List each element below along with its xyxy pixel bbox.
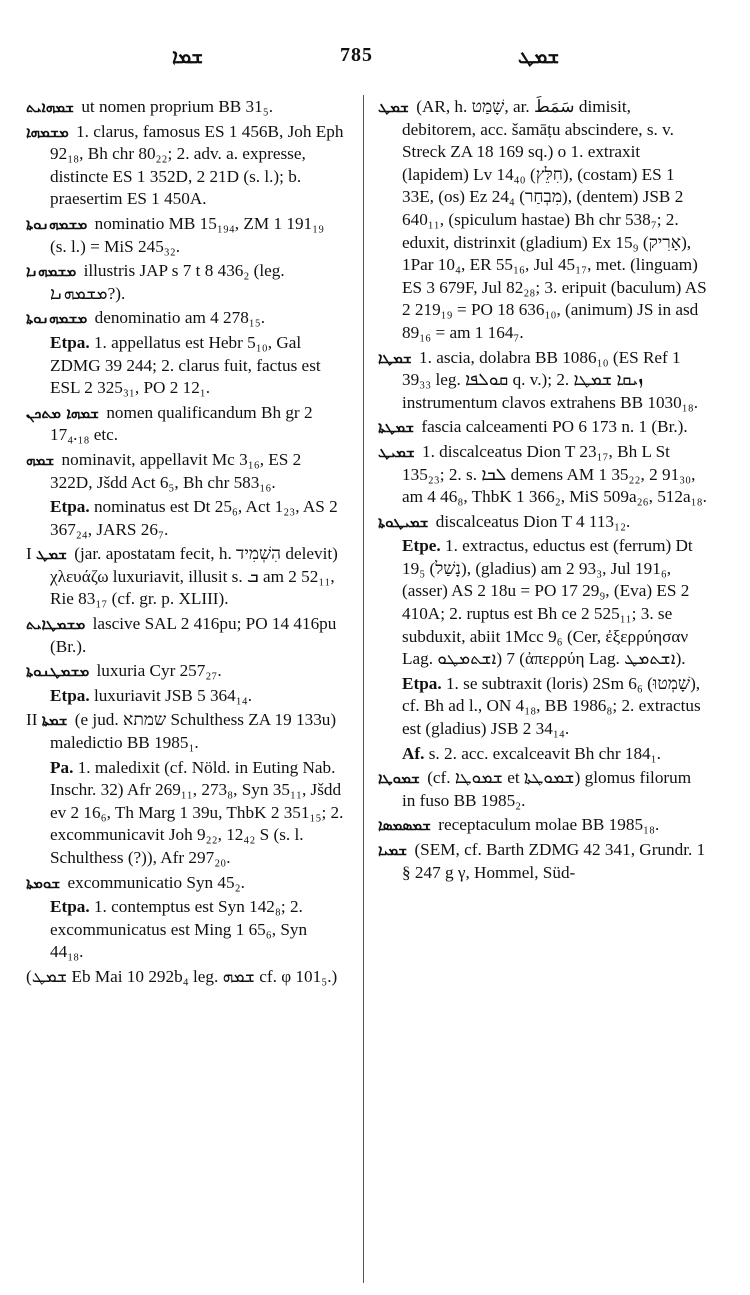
dictionary-entry xyxy=(26,709,344,754)
entry-definition: luxuriavit JSB 5 364₁₄. xyxy=(93,685,253,705)
entry-definition: 1. ascia, dolabra BB 1086₁₀ (ES Ref 1 39₃₃ leg. ܩܘܠܦܐ q. v.); 2. ܙܝܩܐ ܫܡܛܐ instrumentum clavos extrahens BB 1030₁₈. xyxy=(402,347,699,412)
entry-definition: (e jud. שמתא Schulthess ZA 19 133u) maledictio BB 1985₁. xyxy=(50,710,337,753)
syriac-headword: ܫܡܬܐ xyxy=(41,711,68,730)
entry-definition: (SEM, cf. Barth ZDMG 42 341, Grundr. 1 § 247 g γ, Hommel, Süd- xyxy=(402,840,706,882)
stem-label: Etpa. xyxy=(50,685,90,705)
dictionary-entry xyxy=(26,213,344,258)
entry-definition: 1. appellatus est Hebr 5₁₀, Gal ZDMG 39 244; 2. clarus fuit, factus est ESL 2 325₃₁, PO 2 12₁. xyxy=(50,332,321,398)
syriac-headword: ܫܡܛܐ xyxy=(378,348,412,367)
entry-definition: nominavit, appellavit Mc 3₁₆, ES 2 322D, Jšdd Act 6₅, Bh chr 583₁₆. xyxy=(50,449,302,492)
dictionary-entry xyxy=(378,347,708,415)
dictionary-entry xyxy=(378,839,708,884)
dictionary-entry xyxy=(378,441,708,509)
entry-definition: (cf. ܫܡܘܛܐ et ܫܡܘܛܬܐ) glomus filorum in fuso BB 1985₂. xyxy=(402,768,692,810)
syriac-headword: ܡܫܡܗܢܘܬܐ xyxy=(26,214,88,233)
stem-label: Etpa. xyxy=(50,332,90,352)
syriac-headword: ܡܫܡܛܐܝܬ xyxy=(26,615,86,634)
dictionary-entry xyxy=(378,96,708,345)
syriac-headword: ܫܡܣܡܣܐ xyxy=(378,816,431,835)
syriac-headword: ܫܡܗ xyxy=(26,450,55,469)
entry-definition: denominatio am 4 278₁₅. xyxy=(94,308,266,328)
syriac-headword: ܫܡܛܬܐ xyxy=(378,418,415,437)
syriac-headword: ܫܡܘܛܐ xyxy=(378,769,420,788)
syriac-headword: ܡܫܡܗܢܐ xyxy=(26,262,77,281)
entry-definition: nominatio MB 15₁₉₄, ZM 1 191₁₉ (s. l.) = MiS 245₃₂. xyxy=(50,213,325,256)
syriac-headword: ܡܫܡܗܢܘܬܐ xyxy=(26,309,88,328)
sub-entry xyxy=(50,896,344,964)
stem-label: Etpa. xyxy=(50,897,90,917)
dictionary-entry xyxy=(26,121,344,211)
entry-definition: (jar. apostatam fecit, h. הִשְׁמִיד delevit) χλευάζω luxuriavit, illusit s. ܒ am 2 52₁₁, Rie 83₁₇ (cf. gr. p. XLIII). xyxy=(50,544,338,609)
dictionary-entry xyxy=(378,767,708,812)
sub-entry xyxy=(50,757,344,870)
running-head-left: ܫܡܐ xyxy=(172,44,204,68)
stem-label: Af. xyxy=(402,743,425,763)
dictionary-entry xyxy=(26,966,344,989)
dictionary-entry xyxy=(26,660,344,683)
entry-definition: illustris JAP s 7 t 8 436₂ (leg. ܡܫܡܗܢܐ?). xyxy=(50,261,285,303)
entry-definition: 1. discalceatus Dion T 23₁₇, Bh L St 135₂₃; 2. s. ܠܒܐ demens AM 1 35₂₂, 2 91₃₀, am 4 46₈, ThbK 1 366₂, MiS 509a₂₆, 512a₁₈. xyxy=(402,441,707,507)
entry-definition: 1. clarus, famosus ES 1 456B, Joh Eph 92₁₈, Bh chr 80₂₂; 2. adv. a. expresse, distincte ES 1 352D, 2 21D (s. l.); b. praesertim ES 1 450A. xyxy=(50,121,344,209)
entry-definition: 1. se subtraxit (loris) 2Sm 6₆ (שָׁמְטוּ), cf. Bh ad l., ON 4₁₈, BB 1986₈; 2. extractus est (gladius) JSB 2 34₁₄. xyxy=(402,673,701,739)
stem-label: Etpe. xyxy=(402,536,441,556)
entry-definition: luxuria Cyr 257₂₇. xyxy=(96,661,222,681)
entry-definition: 1. extractus, eductus est (ferrum) Dt 19₅ (נָשַׁל), (gladius) am 2 93₃, Jul 191₆, (asser) AS 2 18u = PO 17 29₉, (Eva) ES 2 410A; 2. ruptus est Bh ce 2 525₁₁; 3. se subduxit, abiit 1Mcc 9₆ (Cer, ἐξερρύησαν Lag. ܐܫܬܡܛܘ) 7 (ἀπερρύη Lag. ܐܫܬܡܛ). xyxy=(402,536,693,669)
sub-entry xyxy=(402,743,708,766)
stem-label: Etpa. xyxy=(50,497,90,517)
syriac-headword: ܡܫܡܛܢܘܬܐ xyxy=(26,662,90,681)
right-column xyxy=(378,96,708,886)
dictionary-entry xyxy=(26,449,344,494)
entry-definition: lascive SAL 2 416pu; PO 14 416pu (Br.). xyxy=(50,614,337,656)
left-column xyxy=(26,96,344,991)
column-divider xyxy=(363,95,364,1283)
syriac-headword: ܫܡܝܛ xyxy=(378,442,415,461)
dictionary-entry xyxy=(26,613,344,658)
dictionary-entry xyxy=(378,511,708,534)
homonym-numeral: II xyxy=(26,710,42,730)
sub-entry xyxy=(50,685,344,708)
entry-definition: nominatus est Dt 25₆, Act 1₂₃, AS 2 367₂₄, JARS 26₇. xyxy=(50,497,338,539)
page-number: 785 xyxy=(340,44,373,66)
entry-definition: (AR, h. שָׁמַט, ar. سَمَطَ dimisit, debitorem, acc. šamāṭu abscindere, s. v. Streck ZA 18 169 sq.) o 1. extraxit (lapidem) Lv 14₄₀ (חִלֵּץ), (costam) ES 1 33E, (os) Ez 24₄ (מִבְחַר), (dentem) JSB 2 640₁₁, (spiculum hastae) Bh chr 538₇; 2. eduxit, distrinxit (gladium) Ex 15₉ (אָרִיק), 1Par 10₄, ER 55₁₆, Jul 45₁₇, met. (linguam) ES 3 679F, Jul 82₂₈; 3. eripuit (baculum) AS 2 219₁₉ = PO 18 636₁₀, (animum) JS in asd 89₁₆ = am 1 164₇. xyxy=(402,97,707,342)
syriac-headword: ܡܫܡܗܐ xyxy=(26,122,69,141)
running-head-right: ܫܡܛ xyxy=(518,44,560,68)
syriac-headword: ܫܡܝܛܘܬܐ xyxy=(378,512,429,531)
syriac-headword: ܫܡܝܐ xyxy=(378,841,408,859)
entry-definition: receptaculum molae BB 1985₁₈. xyxy=(438,815,660,835)
homonym-numeral: I xyxy=(26,544,37,564)
dictionary-entry xyxy=(378,416,708,439)
sub-entry xyxy=(402,673,708,741)
syriac-headword: ܫܘܡܬܐ xyxy=(26,873,61,892)
entry-definition: nomen qualificandum Bh gr 2 17₄.₁₈ etc. xyxy=(50,402,313,445)
stem-label: Pa. xyxy=(50,757,74,777)
sub-entry xyxy=(402,535,708,671)
dictionary-entry xyxy=(378,814,708,837)
dictionary-entry xyxy=(26,872,344,895)
dictionary-entry xyxy=(26,96,344,119)
entry-definition: fascia calceamenti PO 6 173 n. 1 (Br.). xyxy=(421,417,688,437)
entry-definition: (ܫܡܛ Eb Mai 10 292b₄ leg. ܫܡܗ cf. φ 101₅.) xyxy=(26,966,338,986)
syriac-headword: ܫܡܗܐ ܡܬܟܢ xyxy=(26,403,100,422)
syriac-headword: ܫܡܛ xyxy=(36,545,67,564)
entry-definition: ut nomen proprium BB 31₅. xyxy=(81,97,274,116)
entry-definition: discalceatus Dion T 4 113₁₂. xyxy=(435,511,631,531)
sub-entry xyxy=(50,496,344,541)
dictionary-entry xyxy=(26,402,344,447)
entry-definition: s. 2. acc. excalceavit Bh chr 184₁. xyxy=(428,743,661,763)
stem-label: Etpa. xyxy=(402,673,442,693)
entry-definition: 1. contemptus est Syn 142₈; 2. excommunicatus est Ming 1 65₆, Syn 44₁₈. xyxy=(50,897,308,962)
entry-definition: excommunicatio Syn 45₂. xyxy=(67,872,245,892)
syriac-headword: ܫܡܛ xyxy=(378,98,409,116)
dictionary-entry xyxy=(26,260,344,305)
syriac-headword: ܫܡܗܐܝܬ xyxy=(26,98,75,116)
entry-definition: 1. maledixit (cf. Nöld. in Euting Nab. Inschr. 32) Afr 269₁₁, 273₈, Syn 35₁₁, Jšdd ev 2 16₆, Th Marg 1 39u, ThbK 2 351₁₅; 2. excommunicavit Joh 9₂₂, 12₄₂ S (s. l. Schulthess (?)), Afr 297₂₀. xyxy=(50,757,344,867)
dictionary-entry xyxy=(26,543,344,611)
dictionary-entry xyxy=(26,307,344,330)
sub-entry xyxy=(50,332,344,400)
